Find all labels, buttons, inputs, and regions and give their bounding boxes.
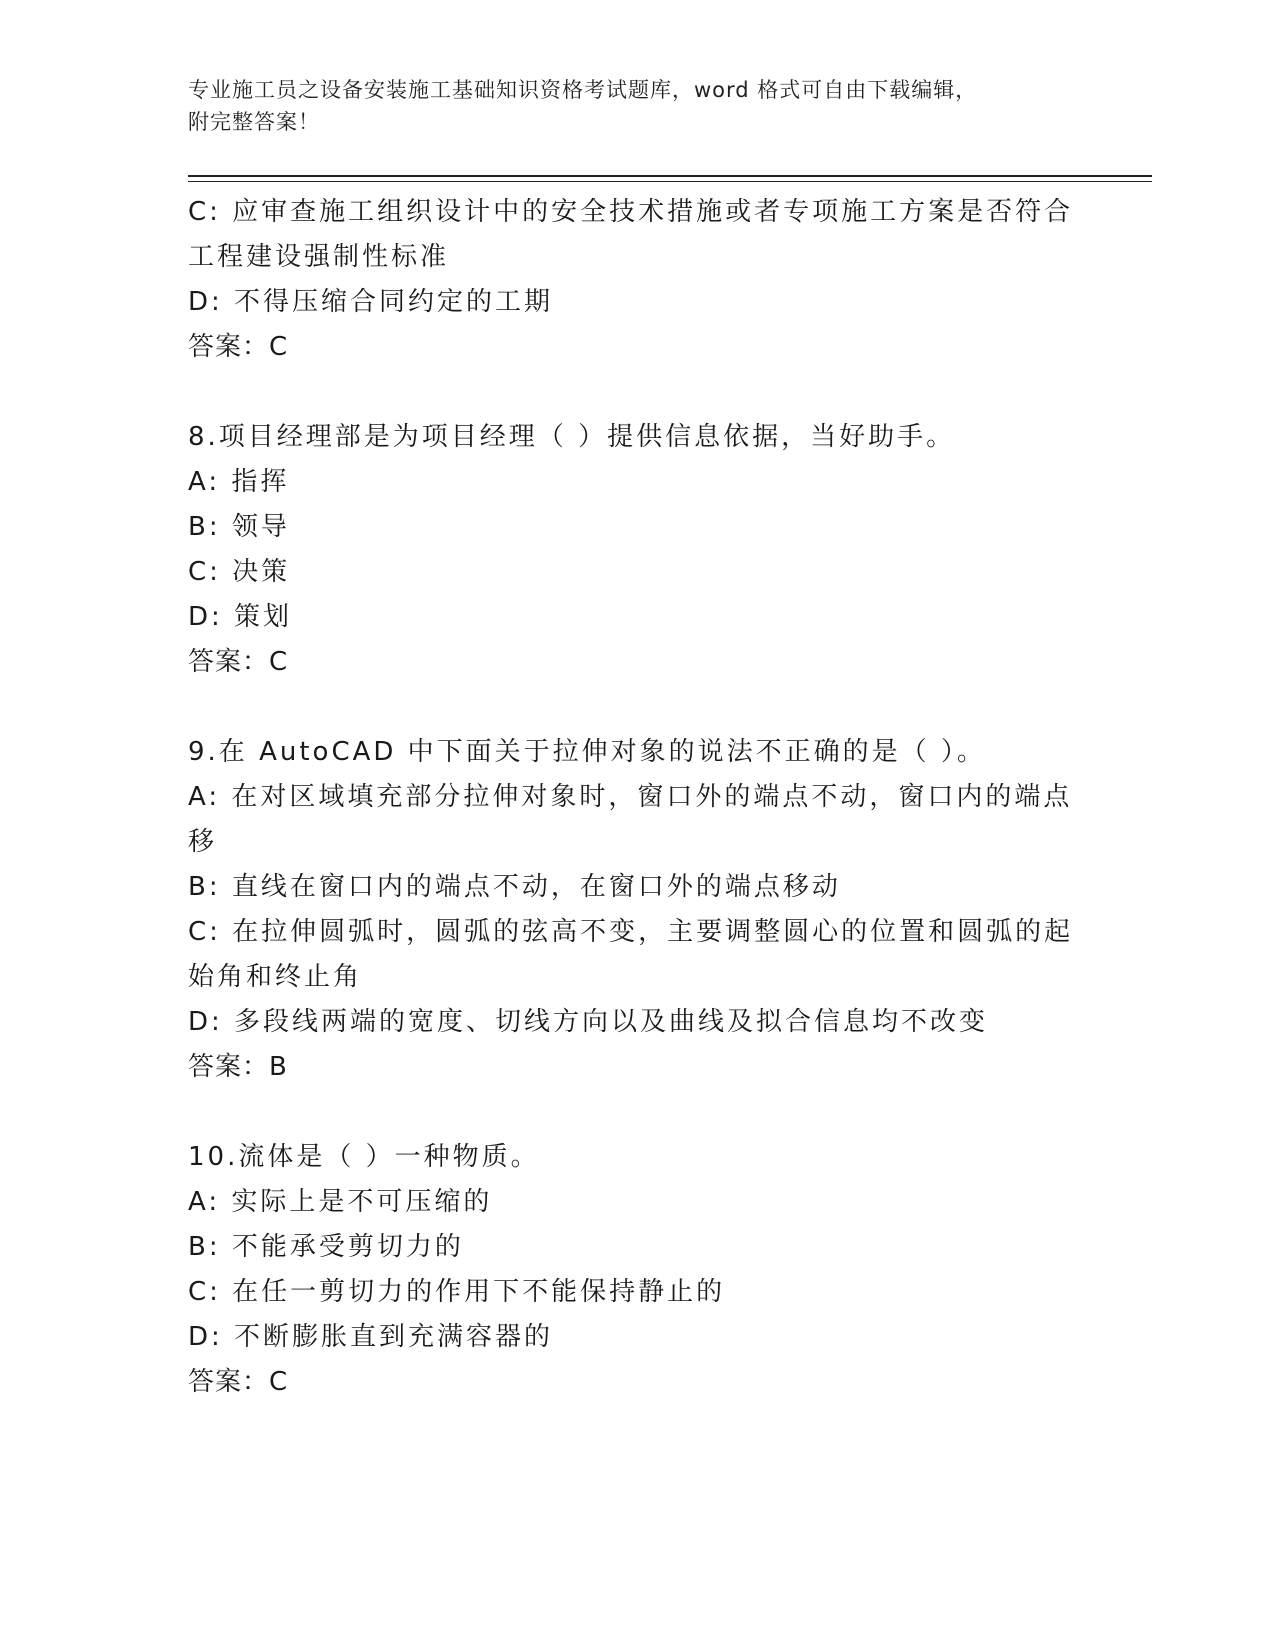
question-10 bbox=[188, 1135, 1088, 1405]
option-d: D: 不得压缩合同约定的工期 bbox=[188, 287, 554, 317]
question-stem: 8.项目经理部是为项目经理（ ）提供信息依据，当好助手。 bbox=[188, 422, 956, 452]
spacer bbox=[188, 370, 1088, 415]
answer-label: 答案：C bbox=[188, 647, 289, 677]
answer-label: 答案：B bbox=[188, 1052, 288, 1082]
option-c-line-1: C: 在拉伸圆弧时，圆弧的弦高不变，主要调整圆心的位置和圆弧的起 bbox=[188, 917, 1074, 947]
spacer bbox=[188, 1090, 1088, 1135]
answer-label: 答案：C bbox=[188, 332, 289, 362]
question-8 bbox=[188, 415, 1088, 685]
option-d: D: 不断膨胀直到充满容器的 bbox=[188, 1322, 554, 1352]
option-c: C: 决策 bbox=[188, 557, 291, 587]
answer-label: 答案：C bbox=[188, 1367, 289, 1397]
header-divider-thick bbox=[188, 175, 1152, 177]
option-a-line-1: A: 在对区域填充部分拉伸对象时，窗口外的端点不动，窗口内的端点 bbox=[188, 782, 1073, 812]
document-header bbox=[188, 74, 1068, 138]
option-c-line-1: C: 应审查施工组织设计中的安全技术措施或者专项施工方案是否符合 bbox=[188, 197, 1074, 227]
question-9 bbox=[188, 730, 1088, 1090]
header-line-2: 附完整答案！ bbox=[188, 110, 320, 134]
option-b: B: 领导 bbox=[188, 512, 290, 542]
option-a-line-2: 移 bbox=[188, 827, 218, 857]
option-b: B: 不能承受剪切力的 bbox=[188, 1232, 464, 1262]
spacer bbox=[188, 685, 1088, 730]
header-divider-thin bbox=[188, 181, 1152, 182]
question-stem: 9.在 AutoCAD 中下面关于拉伸对象的说法不正确的是（ ）。 bbox=[188, 737, 986, 767]
option-a: A: 实际上是不可压缩的 bbox=[188, 1187, 493, 1217]
option-d: D: 多段线两端的宽度、切线方向以及曲线及拟合信息均不改变 bbox=[188, 1007, 989, 1037]
option-b: B: 直线在窗口内的端点不动，在窗口外的端点移动 bbox=[188, 872, 841, 902]
option-d: D: 策划 bbox=[188, 602, 293, 632]
question-stem: 10.流体是（ ）一种物质。 bbox=[188, 1142, 540, 1172]
option-a: A: 指挥 bbox=[188, 467, 290, 497]
option-c: C: 在任一剪切力的作用下不能保持静止的 bbox=[188, 1277, 726, 1307]
previous-question-block bbox=[188, 190, 1088, 370]
option-c-line-2: 工程建设强制性标准 bbox=[188, 242, 450, 272]
question-content bbox=[188, 190, 1088, 1405]
header-line-1: 专业施工员之设备安装施工基础知识资格考试题库，word 格式可自由下载编辑， bbox=[188, 78, 978, 102]
option-c-line-2: 始角和终止角 bbox=[188, 962, 363, 992]
